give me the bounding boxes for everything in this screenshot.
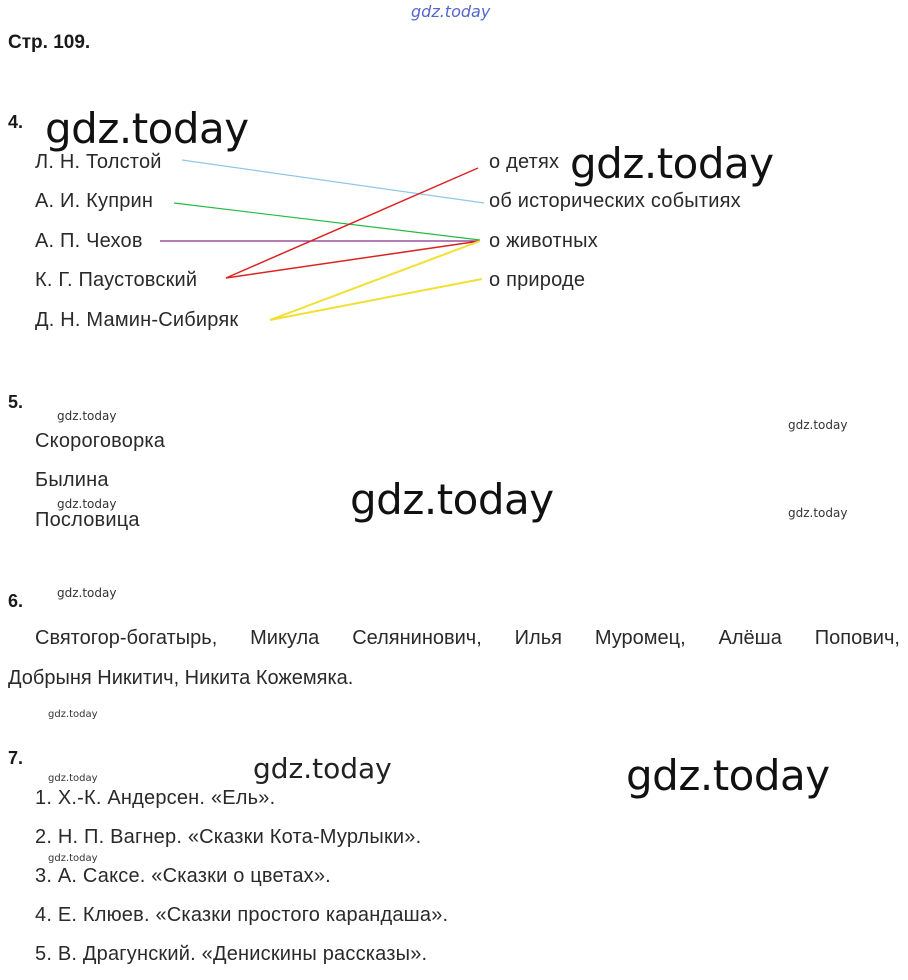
- topic-children: о детях: [489, 151, 560, 173]
- task-4-number: 4.: [8, 112, 24, 132]
- author-paustovsky: К. Г. Паустовский: [35, 269, 198, 291]
- watermark-small-3: gdz.today: [57, 497, 117, 511]
- task-7-number: 7.: [8, 748, 24, 768]
- bogatyr-word: Микула: [250, 627, 320, 649]
- watermark-small-4: gdz.today: [788, 506, 848, 520]
- watermark-top: gdz.today: [411, 2, 491, 21]
- bogatyr-word: Селянинович,: [352, 627, 482, 649]
- watermark-tiny-3: gdz.today: [48, 853, 98, 864]
- author-kuprin: А. И. Куприн: [35, 190, 154, 212]
- watermark-small-5: gdz.today: [57, 586, 117, 600]
- topic-nature: о природе: [489, 269, 586, 291]
- bogatyrs-line-1: [35, 618, 900, 658]
- bogatyr-word: Илья: [514, 627, 562, 649]
- genre-proverb: Пословица: [35, 509, 140, 531]
- bogatyr-word: Святогор-богатырь,: [35, 627, 218, 649]
- bogatyr-word: Попович,: [814, 627, 900, 649]
- genre-bylina: Былина: [35, 469, 109, 491]
- line-mamin-nature: [270, 279, 482, 320]
- topic-animals: о животных: [489, 230, 598, 252]
- line-tolstoy-history: [182, 160, 484, 203]
- watermark-small-2: gdz.today: [788, 418, 848, 432]
- task-5-number: 5.: [8, 392, 24, 412]
- author-tolstoy: Л. Н. Толстой: [35, 151, 162, 173]
- topic-history: об исторических событиях: [489, 190, 741, 212]
- watermark-task4-left: gdz.today: [45, 104, 249, 153]
- watermark-tiny-2: gdz.today: [48, 773, 98, 784]
- book-item-3: 3. А. Саксе. «Сказки о цветах».: [35, 865, 331, 887]
- watermark-task5-center: gdz.today: [350, 475, 554, 524]
- watermark-task4-right: gdz.today: [570, 139, 774, 188]
- genre-tongue-twister: Скороговорка: [35, 430, 166, 452]
- task-6-number: 6.: [8, 591, 24, 611]
- bogatyr-word: Муромец,: [594, 627, 686, 649]
- bogatyr-word: Алёша: [718, 627, 782, 649]
- author-mamin-sibiryak: Д. Н. Мамин-Сибиряк: [35, 309, 239, 331]
- bogatyrs-line-2: Добрыня Никитич, Никита Кожемяка.: [8, 667, 354, 689]
- author-chekhov: А. П. Чехов: [35, 230, 143, 252]
- book-item-1: 1. Х.-К. Андерсен. «Ель».: [35, 787, 276, 809]
- watermark-tiny-1: gdz.today: [48, 709, 98, 720]
- watermark-task7-mid: gdz.today: [253, 752, 392, 785]
- line-paustovsky-animals: [226, 241, 480, 278]
- watermark-small-1: gdz.today: [57, 409, 117, 423]
- page-title: Стр. 109.: [8, 32, 91, 53]
- book-item-4: 4. Е. Клюев. «Сказки простого карандаша».: [35, 904, 449, 926]
- watermark-task7-right: gdz.today: [626, 751, 830, 800]
- book-item-5: 5. В. Драгунский. «Денискины рассказы».: [35, 943, 428, 965]
- book-item-2: 2. Н. П. Вагнер. «Сказки Кота-Мурлыки».: [35, 826, 422, 848]
- line-mamin-animals: [270, 241, 480, 320]
